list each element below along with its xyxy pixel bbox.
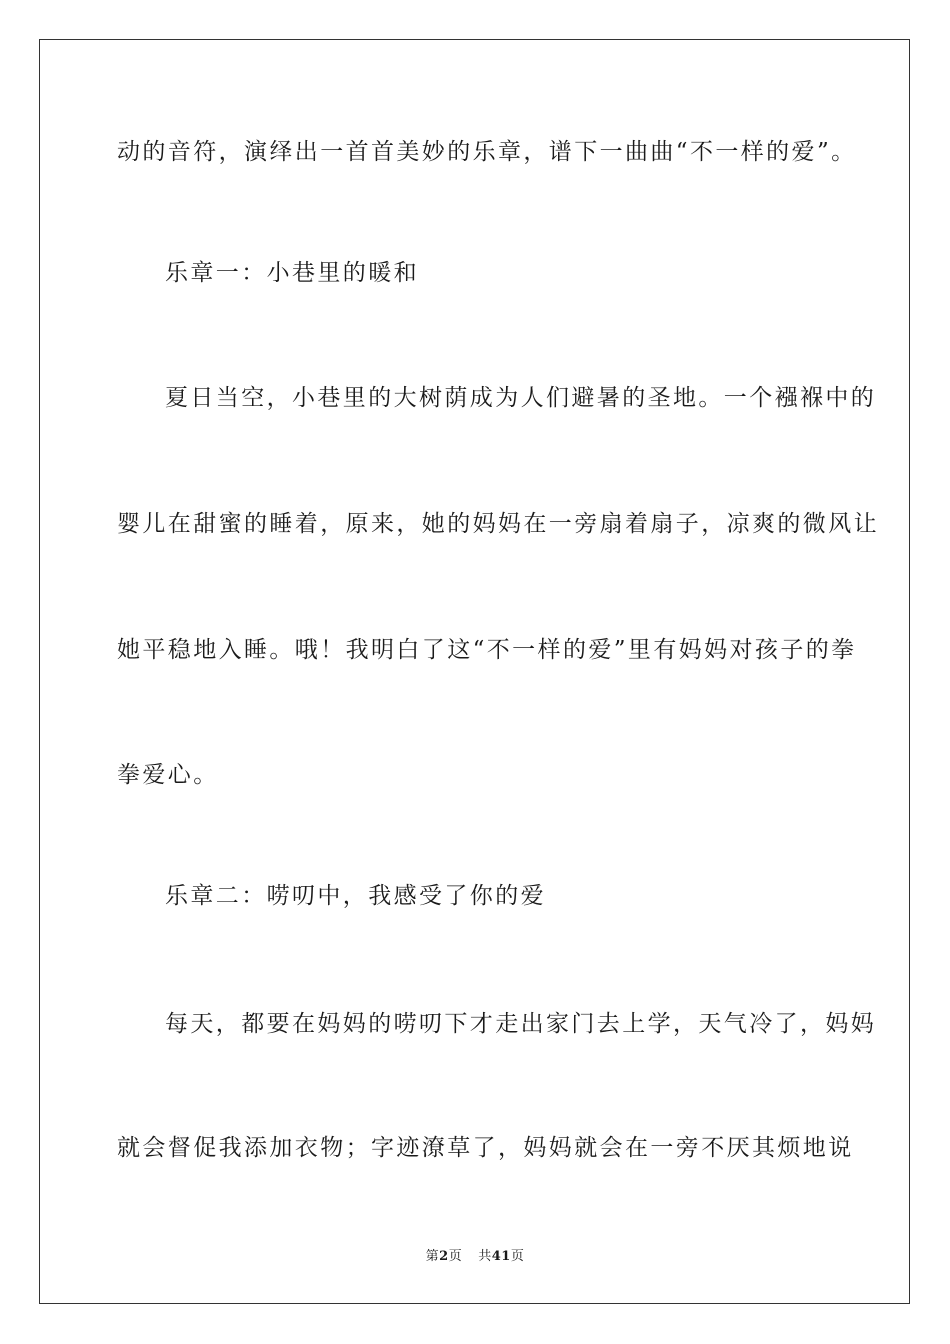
page-prefix: 第: [425, 1249, 440, 1264]
body-line-5: 拳爱心。: [117, 762, 219, 788]
page-border: [39, 39, 910, 1304]
section-heading-1: 乐章一：小巷里的暖和: [165, 260, 419, 286]
body-line-4: 她平稳地入睡。哦！我明白了这“不一样的爱”里有妈妈对孩子的拳: [117, 637, 857, 663]
body-line-7: 就会督促我添加衣物；字迹潦草了，妈妈就会在一旁不厌其烦地说: [117, 1135, 854, 1161]
total-pages: 41: [491, 1249, 511, 1264]
page-footer: [0, 1248, 950, 1266]
total-prefix: 共: [478, 1249, 492, 1264]
body-line-2: 夏日当空，小巷里的大树荫成为人们避暑的圣地。一个襁褓中的: [165, 385, 877, 411]
body-line-3: 婴儿在甜蜜的睡着，原来，她的妈妈在一旁扇着扇子，凉爽的微风让: [117, 511, 879, 537]
total-suffix: 页: [510, 1249, 525, 1264]
body-line-1: 动的音符，演绎出一首首美妙的乐章，谱下一曲曲“不一样的爱”。: [117, 139, 857, 165]
body-line-6: 每天，都要在妈妈的唠叨下才走出家门去上学，天气冷了，妈妈: [165, 1011, 877, 1037]
page-suffix: 页: [448, 1249, 463, 1264]
page-number: 2: [439, 1249, 449, 1264]
section-heading-2: 乐章二：唠叨中，我感受了你的爱: [165, 883, 546, 909]
